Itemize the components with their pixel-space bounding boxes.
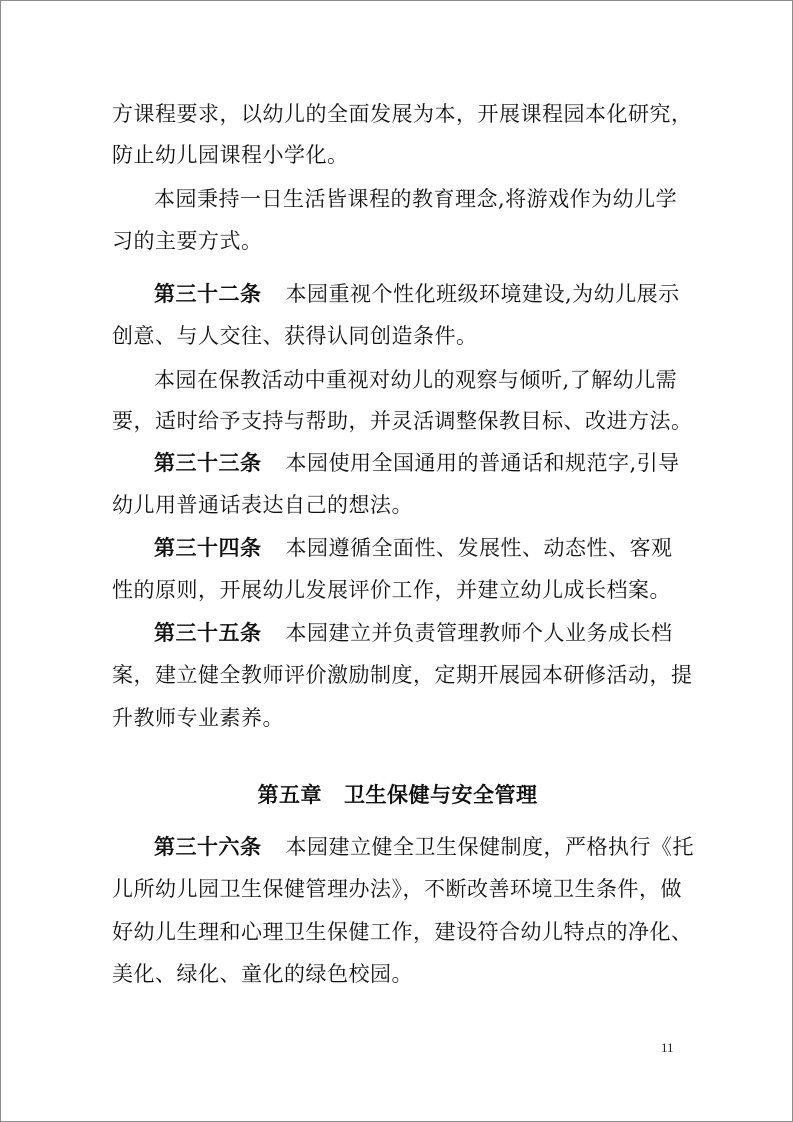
article-heading: 第三十六条 <box>154 835 262 859</box>
text-line: 本园秉持一日生活皆课程的教育理念,将游戏作为幼儿学 <box>154 187 678 211</box>
text-span: 本园使用全国通用的普通话和规范字,引导 <box>285 451 680 475</box>
text-line: 本园在保教活动中重视对幼儿的观察与倾听,了解幼儿需 <box>154 368 678 392</box>
text-line: 性的原则，开展幼儿发展评价工作，并建立幼儿成长档案。 <box>112 578 671 602</box>
article-36-line <box>112 827 694 867</box>
article-33-line <box>112 443 678 483</box>
text-line: 创意、与人交往、获得认同创造条件。 <box>112 324 478 348</box>
text-line: 美化、绿化、童化的绿色校园。 <box>112 962 413 986</box>
text-line: 好幼儿生理和心理卫生保健工作，建设符合幼儿特点的净化、 <box>112 920 693 944</box>
text-span: 本园重视个性化班级环境建设,为幼儿展示 <box>285 282 680 306</box>
text-line: 方课程要求，以幼儿的全面发展为本，开展课程园本化研究， <box>112 102 693 126</box>
article-heading: 第三十二条 <box>154 282 262 306</box>
chapter-number: 第五章 <box>257 783 322 807</box>
text-span: 本园建立并负责管理教师个人业务成长档 <box>285 621 673 645</box>
text-line: 儿所幼儿园卫生保健管理办法》，不断改善环境卫生条件，做 <box>112 877 682 901</box>
text-line: 要，适时给予支持与帮助，并灵活调整保教目标、改进方法。 <box>112 409 693 433</box>
text-line: 习的主要方式。 <box>112 229 263 253</box>
article-heading: 第三十四条 <box>154 536 262 560</box>
text-line: 幼儿用普通话表达自己的想法。 <box>112 493 413 517</box>
article-35-line <box>112 613 678 653</box>
page-number: 11 <box>661 1040 674 1055</box>
article-heading: 第三十三条 <box>154 451 262 475</box>
article-heading: 第三十五条 <box>154 621 262 645</box>
text-span: 本园遵循全面性、发展性、动态性、客观 <box>285 536 673 560</box>
text-line: 防止幼儿园课程小学化。 <box>112 143 349 167</box>
article-34-line <box>112 528 678 568</box>
chapter-heading <box>1 775 793 815</box>
text-line: 升教师专业素养。 <box>112 706 284 730</box>
text-line: 案，建立健全教师评价激励制度，定期开展园本研修活动，提 <box>112 663 693 687</box>
chapter-title: 卫生保健与安全管理 <box>344 783 538 807</box>
article-32-line <box>112 274 678 314</box>
text-span: 本园建立健全卫生保健制度，严格执行《托 <box>285 835 694 859</box>
